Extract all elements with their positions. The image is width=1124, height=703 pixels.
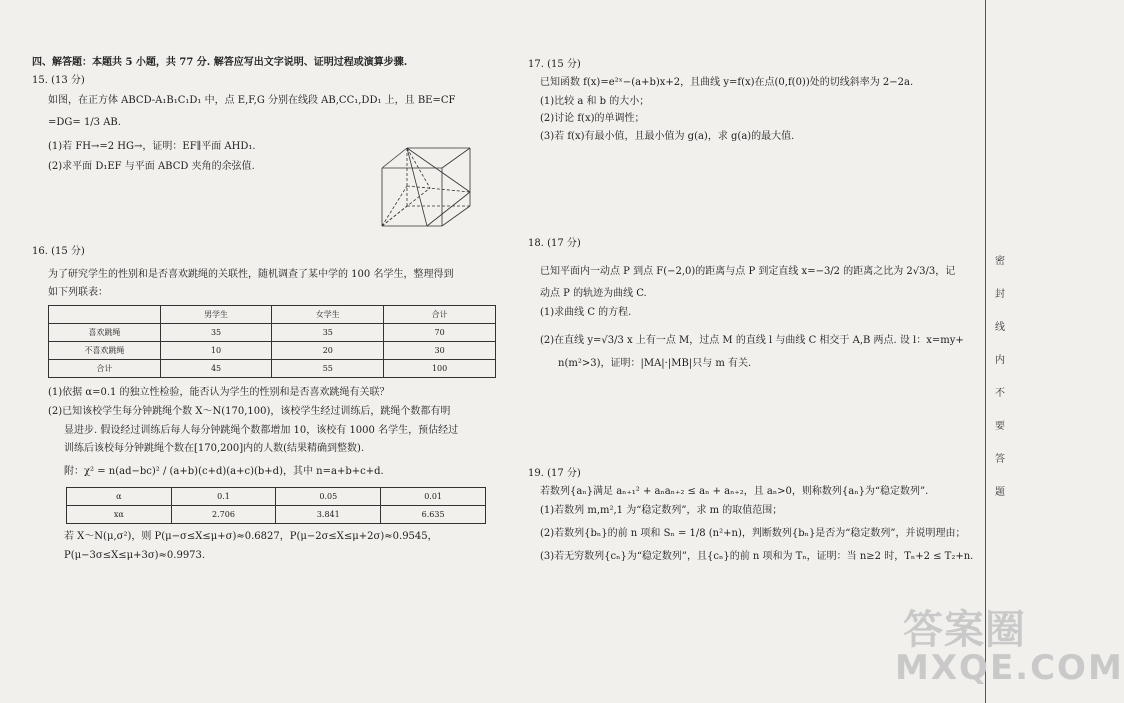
q19-heading: 19. (17 分): [528, 468, 581, 479]
seal-char: 题: [995, 487, 1005, 498]
q17-line-2: (1)比较 a 和 b 的大小；: [540, 96, 650, 107]
q16-heading: 16. (15 分): [32, 246, 85, 257]
q15-line-3: (1)若 FH→=2 HG→，证明：EF∥平面 AHD₁.: [48, 141, 256, 152]
q17-heading: 17. (15 分): [528, 59, 581, 70]
q16-line-3: (1)依据 α=0.1 的独立性检验，能否认为学生的性别和是否喜欢跳绳有关联？: [48, 387, 390, 398]
table-cell: 30: [384, 342, 496, 360]
table-cell: 45: [160, 360, 272, 378]
table-cell: 喜欢跳绳: [49, 324, 161, 342]
q18-line-2: 动点 P 的轨迹为曲线 C.: [540, 288, 647, 299]
q16-line-5: 显进步. 假设经过训练后每人每分钟跳绳个数都增加 10，该校有 1000 名学生，预估经过: [64, 425, 459, 436]
q19-line-4: (3)若无穷数列{cₙ}为“稳定数列”，且{cₙ}的前 n 项和为 Tₙ，证明：当 n≥2 时，Tₙ+2 ≤ T₂+n.: [540, 551, 974, 562]
critical-value-table: [66, 487, 486, 524]
q15-line-4: (2)求平面 D₁EF 与平面 ABCD 夹角的余弦值.: [48, 161, 255, 172]
table-header-cell: [49, 306, 161, 324]
q16-line-4: (2)已知该校学生每分钟跳绳个数 X～N(170,100)，该校学生经过训练后，跳绳个数都有明: [48, 406, 451, 417]
q19-line-1: 若数列{aₙ}满足 aₙ₊₁² + aₙaₙ₊₂ ≤ aₙ + aₙ₊₂，且 aₙ>0，则称数列{aₙ}为“稳定数列”.: [540, 486, 929, 497]
table-cell: 0.1: [171, 488, 276, 506]
cube-figure: [372, 140, 484, 236]
watermark-url: MXQE.COM: [895, 648, 1124, 688]
table-cell: 55: [272, 360, 384, 378]
seal-char: 答: [995, 454, 1005, 465]
q17-line-3: (2)讨论 f(x)的单调性；: [540, 113, 645, 124]
table-row: [49, 360, 496, 378]
table-header-cell: 合计: [384, 306, 496, 324]
table-cell: 不喜欢跳绳: [49, 342, 161, 360]
q15-line-1: 如图，在正方体 ABCD-A₁B₁C₁D₁ 中，点 E,F,G 分别在线段 AB,CC₁,DD₁ 上，且 BE=CF: [48, 95, 456, 106]
seal-char: 不: [995, 388, 1005, 399]
q18-line-4: (2)在直线 y=√3/3 x 上有一点 M，过点 M 的直线 l 与曲线 C 相交于 A,B 两点. 设 l：x=my+: [540, 335, 964, 346]
table-cell: 20: [272, 342, 384, 360]
table-header-cell: 女学生: [272, 306, 384, 324]
q18-heading: 18. (17 分): [528, 238, 581, 249]
seal-char: 封: [995, 289, 1005, 300]
seal-char: 线: [995, 322, 1005, 333]
q16-line-9: P(μ−3σ≤X≤μ+3σ)≈0.9973.: [64, 550, 206, 561]
table-header-row: [49, 306, 496, 324]
watermark-logo: [895, 598, 1124, 698]
table-cell: xα: [67, 506, 172, 524]
q18-line-3: (1)求曲线 C 的方程.: [540, 307, 632, 318]
seal-char: 密: [995, 256, 1005, 267]
q16-line-1: 为了研究学生的性别和是否喜欢跳绳的关联性，随机调查了某中学的 100 名学生，整理得到: [48, 269, 454, 280]
q19-line-3: (2)若数列{bₙ}的前 n 项和 Sₙ = 1/8 (n²+n)，判断数列{bₙ}是否为“稳定数列”，并说明理由；: [540, 528, 966, 539]
table-cell: 0.01: [381, 488, 486, 506]
watermark-text: 答案圈: [903, 607, 1026, 653]
table-cell: 100: [384, 360, 496, 378]
q18-line-5: n(m²>3)，证明：|MA|·|MB|只与 m 有关.: [558, 358, 752, 369]
q16-line-8: 若 X～N(μ,σ²)，则 P(μ−σ≤X≤μ+σ)≈0.6827，P(μ−2σ≤X≤μ+2σ)≈0.9545，: [64, 531, 438, 542]
table-row: [67, 488, 486, 506]
q16-formula: 附：χ² = n(ad−bc)² / (a+b)(c+d)(a+c)(b+d)，其中 n=a+b+c+d.: [64, 466, 384, 477]
table-cell: α: [67, 488, 172, 506]
table-cell: 70: [384, 324, 496, 342]
table-cell: 2.706: [171, 506, 276, 524]
q17-line-4: (3)若 f(x)有最小值，且最小值为 g(a)，求 g(a)的最大值.: [540, 131, 795, 142]
q16-line-6: 训练后该校每分钟跳绳个数在[170,200]内的人数(结果精确到整数).: [64, 443, 365, 454]
q18-line-1: 已知平面内一动点 P 到点 F(−2,0)的距离与点 P 到定直线 x=−3/2 的距离之比为 2√3/3，记: [540, 266, 956, 277]
table-row: [49, 342, 496, 360]
table-header-cell: 男学生: [160, 306, 272, 324]
table-row: [49, 324, 496, 342]
table-cell: 35: [160, 324, 272, 342]
table-cell: 35: [272, 324, 384, 342]
seal-char: 要: [995, 421, 1005, 432]
q16-line-2: 如下列联表：: [48, 287, 108, 298]
section-header: 四、解答题：本题共 5 小题，共 77 分. 解答应写出文字说明、证明过程或演算步骤.: [32, 57, 408, 68]
q15-line-2: =DG= 1/3 AB.: [48, 117, 121, 128]
table-cell: 10: [160, 342, 272, 360]
q15-heading: 15. (13 分): [32, 75, 85, 86]
q19-line-2: (1)若数列 m,m²,1 为“稳定数列”，求 m 的取值范围；: [540, 505, 783, 516]
contingency-table: [48, 305, 496, 378]
q17-line-1: 已知函数 f(x)=e²ˣ−(a+b)x+2，且曲线 y=f(x)在点(0,f(0))处的切线斜率为 2−2a.: [540, 77, 914, 88]
seal-char: 内: [995, 355, 1005, 366]
table-cell: 3.841: [276, 506, 381, 524]
table-row: [67, 506, 486, 524]
table-cell: 0.05: [276, 488, 381, 506]
table-cell: 6.635: [381, 506, 486, 524]
table-cell: 合计: [49, 360, 161, 378]
